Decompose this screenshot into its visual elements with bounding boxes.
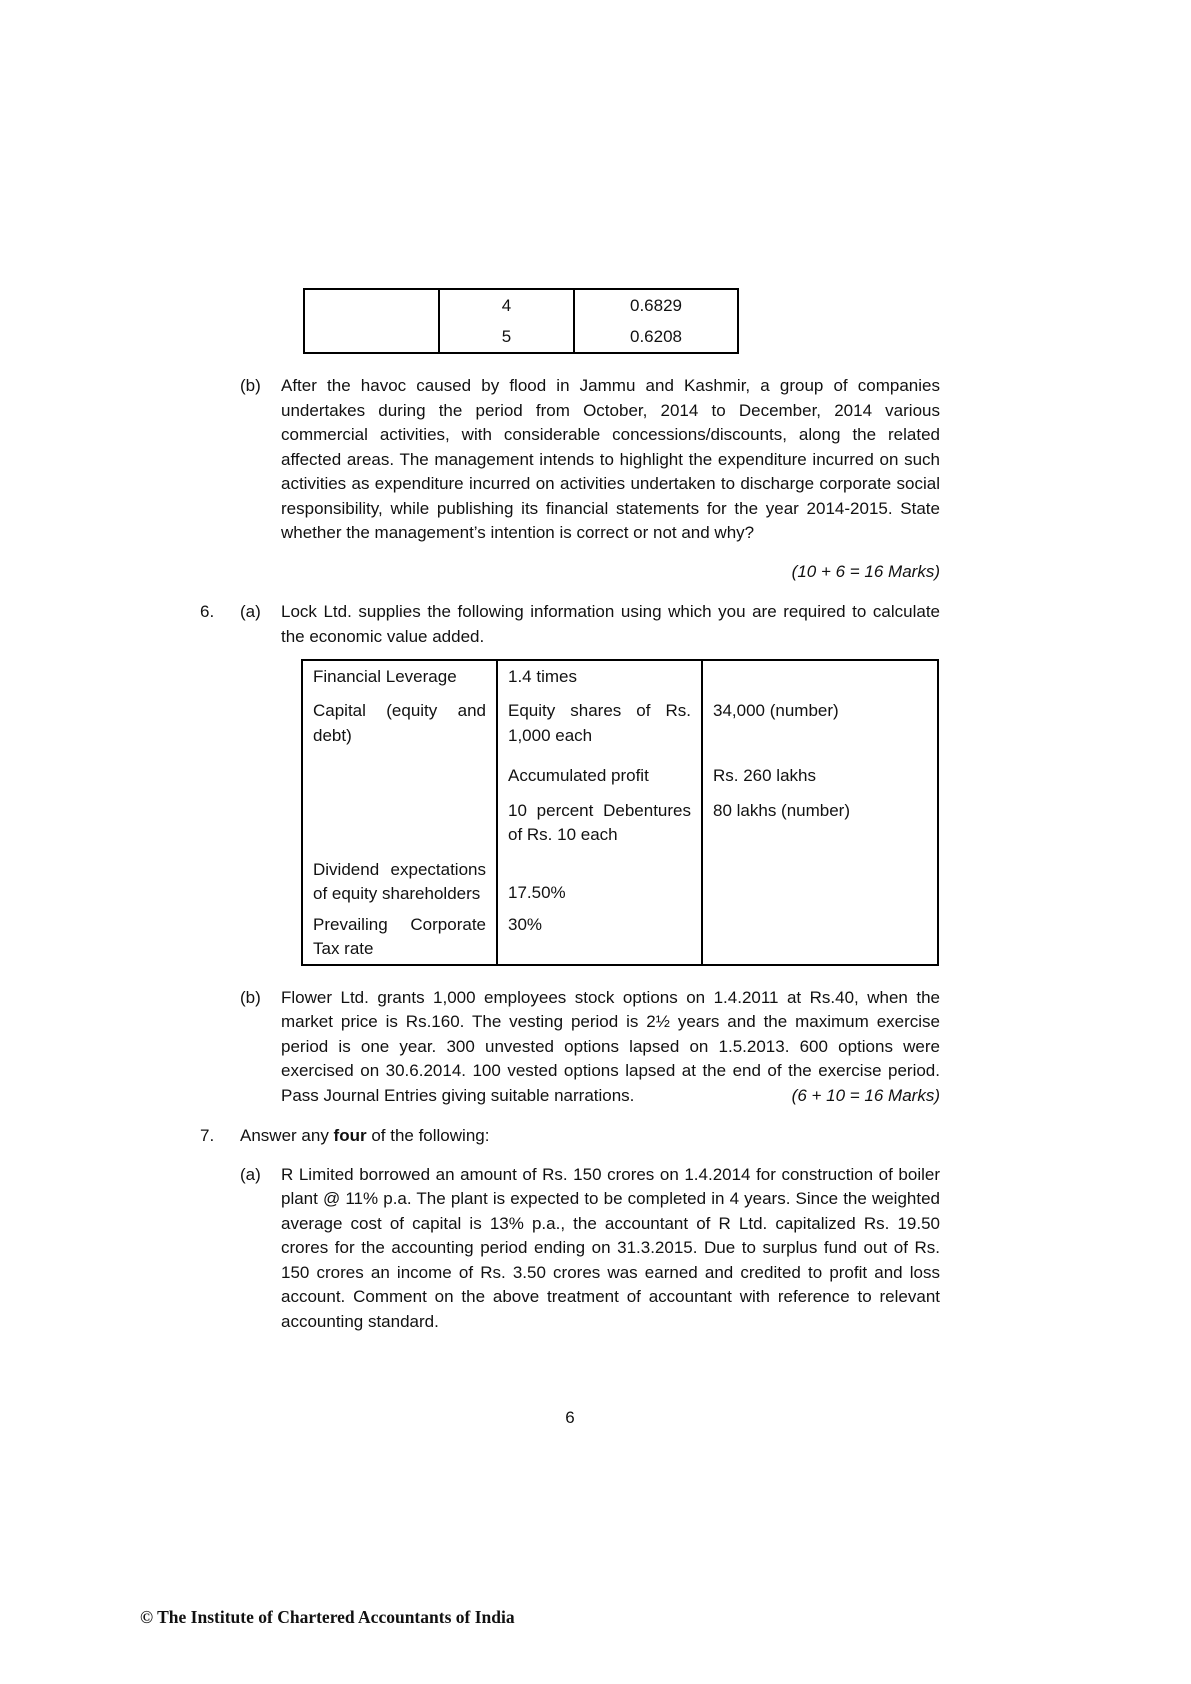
table-cell: 1.4 times [498, 661, 703, 695]
marks-6: (6 + 10 = 16 Marks) [792, 1084, 940, 1109]
table-cell [303, 752, 498, 791]
subpart-label: (b) [240, 987, 261, 1007]
table-cell: 0.6829 [630, 296, 682, 315]
table-cell: Dividend expectations of equity shareholders [303, 850, 498, 909]
question-6b [200, 986, 940, 1109]
question-6b-body: Flower Ltd. grants 1,000 employees stock options on 1.4.2011 at Rs.40, when the market price is Rs.160. The vesting period is 2½ years and the maximum exercise period is one year. 300 unvested options lapsed on 1.5.2013. 600 options were exercised on 30.6.2014. 100 vested options lapsed at the end of the exercise period. Pass Journal Entries giving suitable narrations. [281, 987, 940, 1105]
eva-table-indent [281, 659, 940, 966]
table-cell [703, 850, 937, 909]
eva-table [301, 659, 939, 966]
table-cell: 0.6208 [630, 327, 682, 346]
page-number: 6 [565, 1408, 575, 1427]
table-cell [703, 909, 937, 964]
question-5b [200, 374, 940, 546]
question-number [200, 1163, 240, 1335]
table-cell: Financial Leverage [303, 661, 498, 695]
table-cell: Accumulated profit [498, 752, 703, 791]
table-cell [303, 791, 498, 850]
table-cell: Rs. 260 lakhs [713, 766, 816, 785]
question-6a [200, 600, 940, 649]
intro-suffix: of the following: [366, 1126, 490, 1145]
question-6a-text: Lock Ltd. supplies the following information using which you are required to calculate the economic value added. [281, 602, 940, 646]
table-cell: 34,000 (number) [713, 701, 839, 720]
table-cell: Prevailing Corporate Tax rate [303, 909, 498, 964]
eva-table-wrap [200, 659, 940, 966]
question-number [200, 986, 240, 1109]
question-7a [200, 1163, 940, 1335]
table-cell [305, 321, 440, 352]
table-cell: 17.50% [498, 850, 703, 909]
table-cell: 5 [440, 321, 575, 352]
table-cell [305, 290, 440, 321]
question-number: 6. [200, 602, 215, 621]
question-number: 7. [200, 1126, 215, 1145]
question-number [200, 374, 240, 546]
table-cell: 30% [498, 909, 703, 964]
table-cell: 80 lakhs (number) [713, 800, 851, 820]
table-cell: Equity shares of Rs. 1,000 each [498, 695, 703, 752]
intro-bold: four [333, 1126, 367, 1145]
table-cell [703, 661, 937, 695]
copyright-footer: © The Institute of Chartered Accountants of India [140, 1607, 515, 1627]
discount-factor-table [303, 288, 739, 354]
question-5b-text: After the havoc caused by flood in Jammu and Kashmir, a group of companies undertakes during the period from October, 2014 to December, 2014 various commercial activities, with considerable concessions/discounts, along the related affected areas. The management intends to highlight the expenditure incurred on such activities as expenditure incurred on activities undertaken to discharge corporate social responsibility, while publishing its financial statements for the year 2014-2015. State whether the management’s intention is correct or not and why? [281, 376, 940, 542]
subpart-label: (a) [240, 602, 261, 621]
question-6b-text [281, 986, 940, 1109]
table-cell: 10 percent Debentures of Rs. 10 each [498, 791, 703, 850]
subpart-label: (b) [240, 376, 261, 395]
question-7a-text: R Limited borrowed an amount of Rs. 150 crores on 1.4.2014 for construction of boiler plant @ 11% p.a. The plant is expected to be completed in 4 years. Since the weighted average cost of capital is 13% p.a., the accountant of R Ltd. capitalized Rs. 19.50 crores for the accounting period ending on 31.3.2015. Due to surplus fund out of Rs. 150 crores an income of Rs. 3.50 crores was earned and credited to profit and loss account. Comment on the above treatment of accountant with reference to relevant accounting standard. [281, 1164, 940, 1331]
question-7-intro [240, 1124, 489, 1149]
table-cell: Capital (equity and debt) [303, 695, 498, 752]
table-cell: 4 [440, 290, 575, 321]
question-7 [200, 1124, 940, 1149]
intro-prefix: Answer any [240, 1126, 334, 1145]
marks-5: (10 + 6 = 16 Marks) [791, 561, 940, 581]
subpart-label: (a) [240, 1164, 261, 1184]
